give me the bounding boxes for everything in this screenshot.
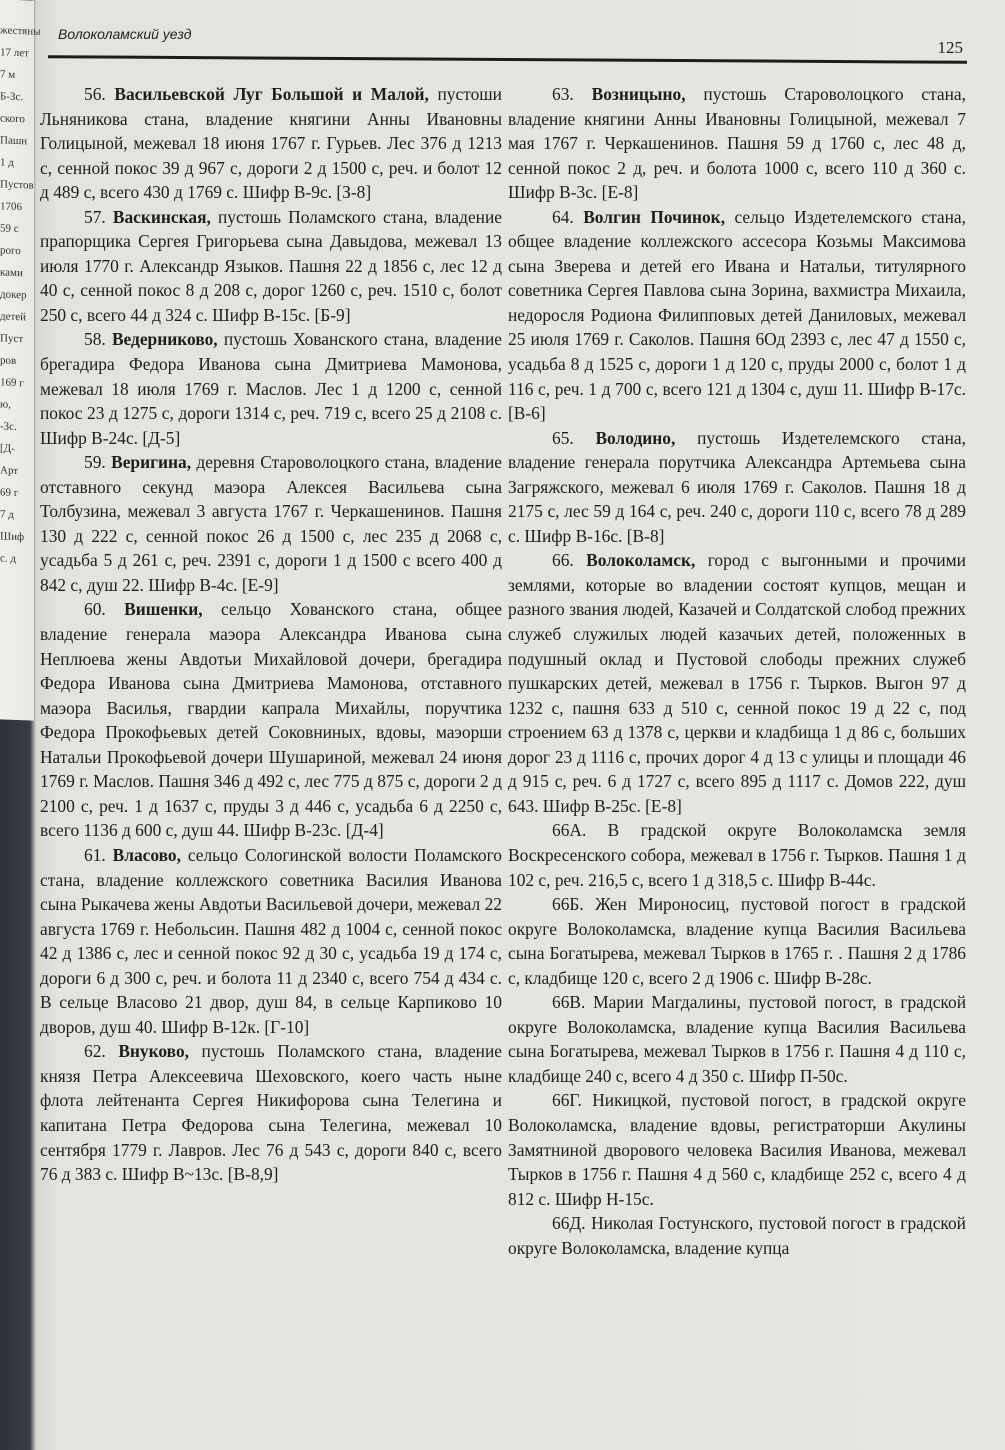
previous-page-fragment: Пашн (0, 134, 28, 148)
entry-name: Васкинская, (112, 206, 211, 227)
entry-number: 58. (84, 329, 106, 350)
entry-text: сельцо Сологинской волости Поламского стана, владение коллежского советника Василия Иванова сына Рыкачева жены Авдотьи Васильевой дочери, межевал 22 августа 1769 г. Небольсин. Пашня 482 д 1004 с, сенной покос 42 д 1386 с, лес и сенной покос 92 д 30 с, усадьба 19 д 174 с, дороги 6 д 300 с, реч. и болота 11 д 2340 с, всего 754 д 434 с. В сельце Власово 21 двор, душ 84, в сельце Карпиково 10 дворов, душ 40. Шифр В-12к. [Г-10] (40, 844, 502, 1037)
entry-name: Волоколамск, (586, 550, 696, 571)
entry-name: Васильевской Луг Большой и Малой, (114, 84, 429, 104)
entry-text: пустошь Староволоцкого стана, владение княгини Анны Ивановны Голицыной, межевал 7 мая 1767 г. Черкашенинов. Пашня 59 д 1760 с, лес 48 д, сенной покос 2 д, реч. и болота 1000 с, всего 110 д 360 с. Шифр В-3с. [Е-8] (508, 84, 966, 203)
entry-number: 66Г. (552, 1090, 582, 1111)
gazetteer-entry (40, 1039, 502, 1186)
previous-page-fragment: 7 м (0, 68, 16, 81)
previous-page-fragment: ю, (0, 398, 11, 411)
entry-number: 66Д. (552, 1213, 586, 1234)
gazetteer-entry (508, 548, 966, 818)
entry-text: пустошь Поламского стана, владение прапорщика Сергея Григорьева сына Давыдова, межевал 13 июля 1770 г. Александр Языков. Пашня 22 д 1856 с, лес 12 д 40 с, сенной покос 8 д 208 с, дорог 1260 с, реч. 1510 с, болот 250 с, всего 44 д 324 с. Шифр В-15с. [Б-9] (40, 206, 502, 325)
previous-page-fragment: 17 лет (0, 46, 29, 60)
previous-page-fragment: 169 г (0, 376, 24, 390)
entry-text: В градской округе Волоколамска земля Воскресенского собора, межевал в 1756 г. Тырков. Пашня 1 д 102 с, реч. 216,5 с, всего 1 д 318,5 с. Шифр В-44с. (508, 820, 966, 890)
previous-page-fragment: ками (0, 266, 23, 280)
gazetteer-entry (508, 1088, 966, 1211)
previous-page-fragment: с. д (0, 552, 16, 565)
entry-number: 57. (84, 206, 106, 227)
previous-page-fragment: 59 с (0, 222, 19, 236)
gazetteer-entry (508, 426, 966, 549)
entry-number: 66Б. (552, 894, 584, 915)
entry-number: 56. (84, 84, 106, 104)
entry-name: Вишенки, (124, 599, 203, 620)
entry-text: Марии Магдалины, пустовой погост, в градской округе Волоколамска, владение купца Василия Васильева сына Богатырева, межевал Тырков в 1756 г. Пашня 4 д 110 с, кладбище 240 с, всего 4 д 350 с. Шифр П-50с. (508, 992, 966, 1086)
previous-page-fragment: 1706 (0, 200, 22, 214)
gazetteer-entry (40, 82, 502, 205)
page-number: 125 (937, 38, 963, 57)
entry-text: пустошь Хованского стана, владение брегадира Федора Иванова сына Дмитриева Мамонова, межевал 18 июля 1769 г. Маслов. Лес 1 д 1200 с, сенной покос 23 д 1275 с, дороги 1314 с, реч. 719 с, всего 25 д 2108 с. Шифр В-24с. [Д-5] (40, 329, 502, 448)
previous-page-fragment: 1 д (0, 156, 14, 169)
previous-page-fragment: докер (0, 288, 27, 302)
previous-page-edge (0, 0, 41, 721)
gazetteer-entry (508, 818, 966, 892)
gazetteer-entry (508, 205, 966, 426)
entry-number: 64. (552, 206, 574, 227)
left-column (40, 82, 502, 1187)
gazetteer-entry (40, 205, 502, 328)
entry-name: Ведерниково, (111, 329, 218, 350)
previous-page-fragment: Арт (0, 464, 19, 478)
gazetteer-entry (40, 450, 502, 597)
previous-page-fragment: 7 д (0, 508, 14, 521)
entry-text: сельцо Издетелемского стана, общее владение коллежского ассесора Козьмы Максимова сына Зверева и детей его Ивана и Натальи, титулярного советника Сергея Павлова сына Зорина, вахмистра Михаила, недоросля Родиона Филипповых детей Даниловых, межевал 25 июля 1769 г. Саколов. Пашня 6Од 2393 с, лес 47 д 1550 с, усадьба 8 д 1525 с, дороги 1 д 120 с, пруды 2000 с, болот 1 д 116 с, реч. 1 д 700 с, всего 121 д 1304 с, душ 11. Шифр В-17с. [В-6] (508, 206, 966, 424)
entry-number: 59. (84, 452, 106, 473)
gazetteer-entry (508, 1211, 966, 1260)
entry-number: 63. (552, 84, 574, 104)
running-title: Волоколамский уезд (58, 26, 192, 42)
entry-number: 66. (552, 550, 574, 571)
entry-name: Волгин Починок, (583, 206, 726, 227)
gazetteer-entry (40, 597, 502, 842)
entry-text: Никицкой, пустовой погост, в градской округе Волоколамска, владение вдовы, регистраторши Акулины Замятниной дворового человека Василия Иванова, межевал Тырков в 1756 г. Пашня 4 д 560 с, кладбище 252 с, всего 4 д 812 с. Шифр Н-15с. (508, 1090, 966, 1209)
entry-number: 60. (84, 599, 106, 620)
entry-text: пустошь Поламского стана, владение князя Петра Алексеевича Шеховского, коего часть ныне флота лейтенанта Сергея Никифорова сына Телегина и капитана Петра Федорова сына Телегина, межевал 10 сентября 1779 г. Лавров. Лес 76 д 543 с, дороги 840 с, всего 76 д 383 с. Шифр В~13с. [В-8,9] (40, 1041, 503, 1185)
entry-text: город с выгонными и прочими землями, которые во владении состоят купцов, мещан и разного звания людей, Казачей и Солдатской слобод прежних служеб служилых людей казачьих детей, положенных в подушный оклад и Пустовой слободы прежних служеб пушкарских детей, межевал в 1756 г. Тырков. Выгон 97 д 1232 с, пашня 633 д 510 с, сенной покос 19 д 22 с, под строением 63 д 1378 с, церкви и кладбища 1 д 86 с, больших дорог 23 д 1116 с, прочих дорог 4 д 13 с улицы и площади 46 д 915 с, реч. 6 д 1727 с, всего 895 д 1117 с. Домов 222, душ 643. Шифр В-25с. [Е-8] (508, 550, 966, 816)
previous-page-fragment: [Д- (0, 442, 15, 455)
entry-name: Веригина, (111, 452, 192, 473)
entry-text: деревня Староволоцкого стана, владение отставного секунд маэора Алексея Васильева сына Толбузина, межевал 3 августа 1767 г. Черкашенинов. Пашня 130 д 222 с, сенной покос 26 д 1500 с, лес 235 д 2068 с, усадьба 5 д 261 с, реч. 2391 с, дороги 1 д 1500 с всего 400 д 842 с, душ 22. Шифр В-4с. [Е-9] (40, 452, 502, 595)
previous-page-fragment: Б-Зс. (0, 90, 24, 104)
entry-text: пустоши Льняникова стана, владение княгини Анны Ивановны Голицыной, межевал 18 июня 1767 г. Гурьев. Лес 376 д 1213 с, сенной покос 39 д 967 с, дороги 2 д 1500 с, реч. и болот 12 д 489 с, всего 430 д 1769 с. Шифр В-9с. [З-8] (40, 84, 502, 203)
entry-text: Николая Гостунского, пустовой погост в градской округе Волоколамска, владение купца (508, 1213, 966, 1258)
previous-page-fragment: 69 г (0, 486, 19, 500)
entry-name: Володино, (595, 427, 676, 448)
header-rule (48, 55, 967, 64)
gazetteer-entry (508, 892, 966, 990)
previous-page-fragment: Шиф (0, 530, 25, 544)
previous-page-fragment: детей (0, 310, 27, 324)
gazetteer-entry (508, 990, 966, 1088)
right-column (508, 82, 966, 1260)
entry-number: 62. (84, 1041, 106, 1062)
gazetteer-entry (40, 327, 502, 450)
entry-text: Жен Мироносиц, пустовой погост в градской округе Волоколамска, владение купца Василия Васильева сына Богатырева, межевал Тырков в 1765 г. . Пашня 2 д 1786 с, кладбище 120 с, всего 2 д 1906 с. Шифр В-28с. (508, 894, 966, 988)
entry-text: сельцо Хованского стана, общее владение генерала маэора Александра Иванова сына Неплюева жены Авдотьи Михайловой дочери, брегадира Федора Иванова сына Дмитриева Мамонова, отставного маэора Василья, гвардии капрала Михайлы, поручтика Федора Прокофьевых детей Соковниных, вдовы, маэорши Натальи Прокофьевой дочери Шушариной, межевал 24 июня 1769 г. Маслов. Пашня 346 д 492 с, лес 775 д 875 с, дороги 2 д 2100 с, реч. 1 д 1637 с, пруды 3 д 446 с, усадьба 6 д 2250 с, всего 1136 д 600 с, душ 44. Шифр В-23с. [Д-4] (40, 599, 502, 841)
previous-page-fragment: -Зс. (0, 420, 17, 433)
entry-number: 66В. (552, 992, 586, 1013)
entry-name: Внуково, (118, 1041, 189, 1062)
gazetteer-entry (40, 843, 502, 1039)
entry-name: Возницыно, (591, 84, 686, 104)
entry-number: 61. (84, 844, 106, 865)
entry-number: 65. (552, 427, 574, 448)
previous-page-fragment: Пуст (0, 332, 24, 346)
entry-text: пустошь Издетелемского стана, владение генерала порутчика Александра Артемьева сына Загряжского, межевал 6 июля 1769 г. Саколов. Пашня 18 д 2175 с, лес 59 д 164 с, реч. 240 с, дороги 110 с, всего 78 д 289 с. Шифр В-16с. [В-8] (508, 427, 966, 546)
previous-page-fragment: жестяны (0, 24, 41, 38)
gazetteer-entry (508, 82, 966, 205)
previous-page-fragment: ров (0, 354, 17, 367)
entry-name: Власово, (112, 844, 181, 865)
previous-page-fragment: рого (0, 244, 21, 258)
previous-page-fragment: Пустов (0, 178, 34, 192)
previous-page-fragment: ского (0, 112, 25, 126)
entry-number: 66А. (552, 820, 587, 841)
